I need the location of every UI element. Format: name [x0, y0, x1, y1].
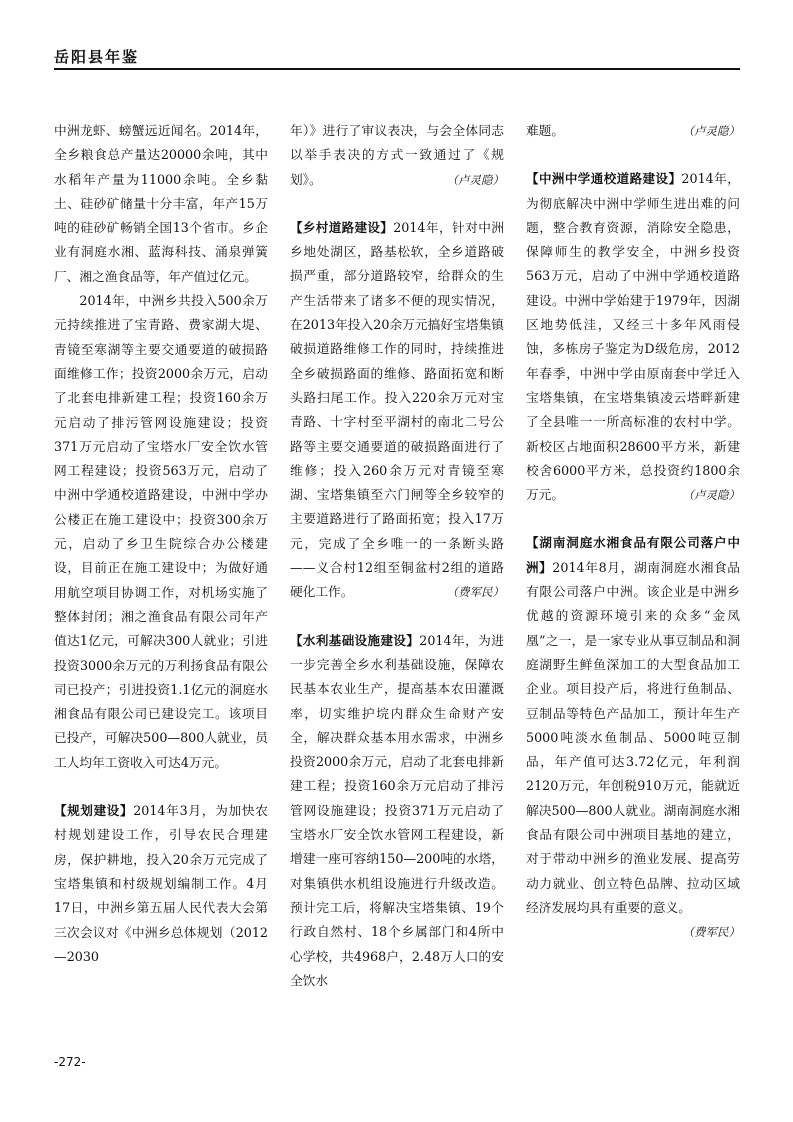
planning-continued-text: 年）》进行了审议表决，与会全体同志以举手表决的方式一致通过了《规划》。	[290, 123, 504, 187]
header-rule	[54, 68, 740, 70]
author-credit: （费军民）	[682, 925, 740, 940]
section-text-water: 2014年，为进一步完善全乡水利基础设施，保障农民基本农业生产，提高基本农田灌溉率，切实维护垸内群众生命财产安全，解决群众基本用水需求，中洲乡投资2000余万元，启动了北套电排新建工程；投资160余万元启动了排污管网设施建设；投资371万元启动了宝塔水厂安全饮水管网工程建设，新增建一座可容纳150—200吨的水塔，对集镇供水机组设施进行升级改造。预计完工后，将解决宝塔集镇、19个行政自然村、18个乡属部门和4所中心学校，共4968户，2.48万人口的安全饮水	[290, 632, 504, 988]
section-text-food-company: 2014年8月，湖南洞庭水湘食品有限公司落户中洲。该企业是中洲乡优越的资源环境引来的众多“金凤凰”之一，是一家专业从事豆制品和洞庭湖野生鲜鱼深加工的大型食品加工企业。项目投产后，将进行鱼制品、豆制品等特色产品加工，预计年生产5000吨淡水鱼制品、5000吨豆制品，年产值可达3.72亿元，年利润2120万元，年创税910万元，能就近解决500—800人就业。湖南洞庭水湘食品有限公司中洲项目基地的建立，对于带动中洲乡的渔业发展、提高劳动力就业、创立特色品牌、拉动区域经济发展均具有重要的意义。	[526, 559, 740, 915]
column-3	[526, 119, 740, 945]
section-text-planning: 2014年3月，为加快农村规划建设工作，引导农民合理建房，保护耕地，投入20余万元完成了宝塔集镇和村级规划编制工作。4月17日，中洲乡第五届人民代表大会第三次会议对《中洲乡总体规划（2012—2030	[54, 803, 268, 964]
water-continued-text: 难题。	[526, 123, 565, 138]
section-rural-roads	[290, 216, 504, 605]
section-heading-school-road: 【中洲中学通校道路建设】	[526, 171, 682, 187]
section-school-road	[526, 167, 740, 507]
section-heading-rural-roads: 【乡村道路建设】	[290, 219, 394, 235]
column-2	[290, 119, 504, 993]
paragraph-investment: 2014年，中洲乡共投入500余万元持续推进了宝青路、费家湖大堤、青镜至寒湖等主要交通要道的破损路面维修工作；投资2000余万元，启动了北套电排新建工程；投资160余万元启动了排污管网设施建设；投资371万元启动了宝塔水厂安全饮水管网工程建设；投资563万元，启动了中洲中学通校道路建设，中洲中学办公楼正在施工建设中；投资300余万元，启动了乡卫生院综合办公楼建设，目前正在施工建设中；为做好通用航空项目协调工作，对机场实施了整体封闭；湘之渔食品有限公司年产值达1亿元，可解决300人就业；引进投资3000余万元的万利扬食品有限公司已投产；引进投资1.1亿元的洞庭水湘食品有限公司已建设完工。该项目已投产，可解决500—800人就业，员工人均年工资收入可达4万元。	[54, 293, 268, 770]
column-1	[54, 119, 268, 969]
section-food-company	[526, 531, 740, 940]
water-continued	[526, 119, 740, 143]
section-heading-water: 【水利基础设施建设】	[290, 632, 420, 648]
paragraph-intro-cont: 中洲龙虾、螃蟹远近闻名。2014年，全乡粮食总产量达20000余吨，其中水稻年产量为11000余吨。全乡黏土、硅砂矿储量十分丰富，年产15万吨的硅砂矿畅销全国13个省市。乡企业有洞庭水湘、蓝海科技、涌泉弹簧厂、湘之渔食品等，年产值过亿元。	[54, 123, 268, 284]
section-text-rural-roads: 2014年，针对中洲乡地处湖区，路基松软，全乡道路破损严重，部分道路较窄，给群众的生产生活带来了诸多不便的现实情况，在2013年投入20余万元搞好宝塔集镇破损道路维修工作的同时，持续推进全乡破损路面的维修、路面拓宽和断头路扫尾工作。投入220余万元对宝青路、十字村至平湖村的南北二号公路等主要交通要道的破损路面进行了维修；投入260余万元对青镜至寒湖、宝塔集镇至六门闸等全乡较窄的主要道路进行了路面拓宽；投入17万元，完成了全乡唯一的一条断头路——义合村12组至铜盆村2组的道路硬化工作。	[290, 219, 504, 600]
section-text-school-road: 2014年，为彻底解决中洲中学师生进出难的问题，整合教育资源，消除安全隐患，保障师生的教学安全，中洲乡投资563万元，启动了中洲中学通校道路建设。中洲中学始建于1979年，因湖区地势低洼，又经三十多年风雨侵蚀，多栋房子鉴定为D级危房，2012年春季，中洲中学由原南套中学迁入宝塔集镇，在宝塔集镇凌云塔畔新建了全县唯一一所高标准的农村中学。新校区占地面积28600平方米，新建校舍6000平方米，总投资约1800余万元。	[526, 171, 740, 503]
section-planning	[54, 799, 268, 969]
yearbook-title: 岳阳县年鉴	[54, 48, 140, 66]
author-credit: （卢灵隐）	[446, 172, 504, 187]
section-water	[290, 629, 504, 993]
section-heading-food-company: 【湖南洞庭水湘食品有限公司落户中洲】	[526, 535, 740, 575]
section-heading-planning: 【规划建设】	[54, 803, 134, 819]
page-number: -272-	[54, 1055, 86, 1069]
author-credit: （费军民）	[446, 585, 504, 600]
planning-continued	[290, 119, 504, 192]
author-credit: （卢灵隐）	[682, 488, 740, 503]
author-credit: （卢灵隐）	[682, 124, 740, 138]
